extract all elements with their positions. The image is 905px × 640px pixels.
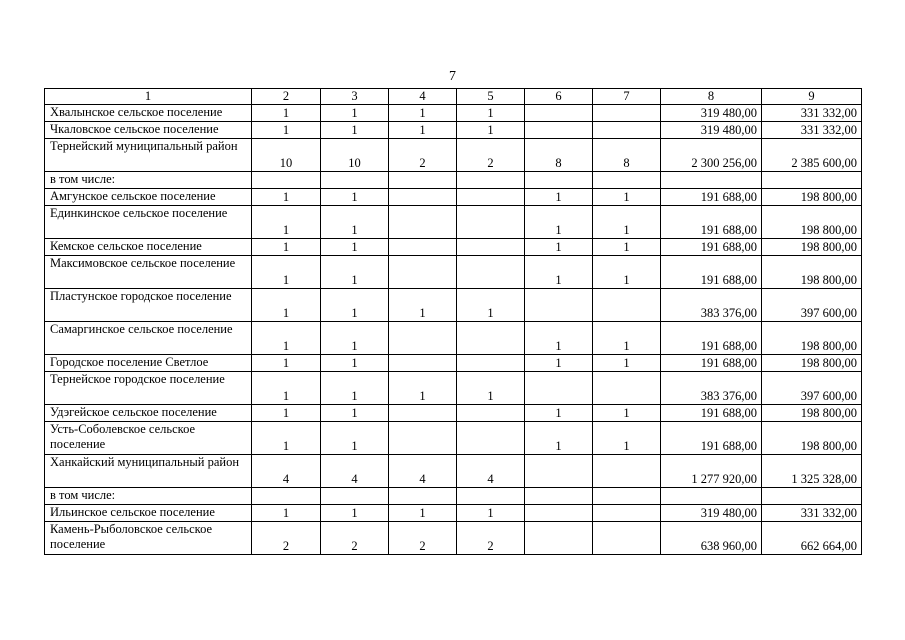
amount-cell: 191 688,00 [661, 322, 762, 355]
page-number: 7 [449, 69, 456, 84]
row-name-cell: Ханкайский муниципальный район [45, 455, 252, 488]
count-cell: 1 [252, 422, 321, 455]
count-cell: 1 [389, 105, 457, 122]
column-header: 1 [45, 89, 252, 105]
count-cell: 1 [525, 256, 593, 289]
count-cell [525, 122, 593, 139]
amount-cell: 198 800,00 [762, 256, 862, 289]
count-cell [593, 522, 661, 555]
count-cell: 1 [457, 505, 525, 522]
count-cell: 1 [252, 355, 321, 372]
row-name-cell: Удэгейское сельское поселение [45, 405, 252, 422]
count-cell [525, 488, 593, 505]
count-cell: 1 [525, 206, 593, 239]
count-cell [389, 189, 457, 206]
count-cell: 8 [525, 139, 593, 172]
count-cell: 1 [321, 422, 389, 455]
amount-cell: 198 800,00 [762, 355, 862, 372]
row-name-cell: Максимовское сельское поселение [45, 256, 252, 289]
table-row [45, 289, 862, 322]
count-cell: 1 [525, 189, 593, 206]
count-cell [457, 405, 525, 422]
count-cell [525, 105, 593, 122]
count-cell [457, 239, 525, 256]
header-row [45, 89, 862, 105]
count-cell [593, 488, 661, 505]
amount-cell: 2 300 256,00 [661, 139, 762, 172]
count-cell: 1 [593, 239, 661, 256]
amount-cell: 191 688,00 [661, 405, 762, 422]
count-cell [252, 488, 321, 505]
count-cell: 1 [252, 322, 321, 355]
count-cell: 1 [593, 355, 661, 372]
count-cell: 2 [457, 139, 525, 172]
count-cell: 1 [389, 289, 457, 322]
count-cell: 1 [252, 289, 321, 322]
amount-cell [762, 488, 862, 505]
amount-cell: 198 800,00 [762, 322, 862, 355]
row-name-cell: Самаргинское сельское поселение [45, 322, 252, 355]
count-cell: 2 [252, 522, 321, 555]
count-cell: 2 [321, 522, 389, 555]
amount-cell [661, 172, 762, 189]
table-row [45, 172, 862, 189]
column-header: 8 [661, 89, 762, 105]
amount-cell: 191 688,00 [661, 239, 762, 256]
count-cell [525, 522, 593, 555]
count-cell [389, 172, 457, 189]
amount-cell: 331 332,00 [762, 105, 862, 122]
count-cell [593, 455, 661, 488]
table-row [45, 122, 862, 139]
amount-cell: 397 600,00 [762, 289, 862, 322]
table-row [45, 239, 862, 256]
count-cell [389, 422, 457, 455]
count-cell: 1 [321, 122, 389, 139]
amount-cell: 2 385 600,00 [762, 139, 862, 172]
count-cell: 2 [389, 139, 457, 172]
count-cell [593, 172, 661, 189]
row-name-cell: Единкинское сельское поселение [45, 206, 252, 239]
count-cell [525, 505, 593, 522]
row-name-cell: в том числе: [45, 488, 252, 505]
count-cell [457, 172, 525, 189]
row-name-cell: Тернейский муниципальный район [45, 139, 252, 172]
table-row [45, 372, 862, 405]
amount-cell: 191 688,00 [661, 189, 762, 206]
amount-cell: 198 800,00 [762, 422, 862, 455]
count-cell: 1 [525, 355, 593, 372]
row-name-cell: Чкаловское сельское поселение [45, 122, 252, 139]
count-cell [457, 322, 525, 355]
count-cell: 1 [321, 372, 389, 405]
count-cell [321, 488, 389, 505]
count-cell [593, 372, 661, 405]
table-row [45, 505, 862, 522]
count-cell: 1 [593, 206, 661, 239]
amount-cell: 383 376,00 [661, 289, 762, 322]
amount-cell: 383 376,00 [661, 372, 762, 405]
column-header: 9 [762, 89, 862, 105]
count-cell: 1 [321, 505, 389, 522]
amount-cell: 319 480,00 [661, 105, 762, 122]
count-cell: 1 [321, 189, 389, 206]
count-cell: 1 [457, 105, 525, 122]
amount-cell: 191 688,00 [661, 422, 762, 455]
amount-cell: 198 800,00 [762, 405, 862, 422]
column-header: 5 [457, 89, 525, 105]
count-cell: 10 [252, 139, 321, 172]
row-name-cell: Кемское сельское поселение [45, 239, 252, 256]
row-name-cell: Амгунское сельское поселение [45, 189, 252, 206]
count-cell: 1 [457, 289, 525, 322]
count-cell [321, 172, 389, 189]
count-cell: 1 [389, 122, 457, 139]
count-cell [252, 172, 321, 189]
table-row [45, 256, 862, 289]
table-row [45, 206, 862, 239]
count-cell: 1 [321, 239, 389, 256]
amount-cell: 1 325 328,00 [762, 455, 862, 488]
count-cell: 1 [593, 322, 661, 355]
count-cell: 1 [525, 322, 593, 355]
amount-cell: 191 688,00 [661, 355, 762, 372]
amount-cell: 319 480,00 [661, 122, 762, 139]
count-cell: 1 [321, 256, 389, 289]
count-cell: 1 [252, 405, 321, 422]
count-cell: 1 [252, 122, 321, 139]
count-cell: 1 [457, 372, 525, 405]
count-cell: 1 [252, 256, 321, 289]
count-cell [525, 372, 593, 405]
table-row [45, 422, 862, 455]
count-cell: 1 [252, 189, 321, 206]
column-header: 6 [525, 89, 593, 105]
amount-cell: 191 688,00 [661, 256, 762, 289]
row-name-cell: Хвалынское сельское поселение [45, 105, 252, 122]
table-row [45, 355, 862, 372]
count-cell [457, 256, 525, 289]
count-cell: 1 [389, 505, 457, 522]
count-cell [389, 355, 457, 372]
count-cell [457, 488, 525, 505]
table-row [45, 455, 862, 488]
row-name-cell: Ильинское сельское поселение [45, 505, 252, 522]
amount-cell: 1 277 920,00 [661, 455, 762, 488]
count-cell [389, 239, 457, 256]
table-row [45, 405, 862, 422]
amount-cell: 191 688,00 [661, 206, 762, 239]
column-header: 3 [321, 89, 389, 105]
table-row [45, 139, 862, 172]
count-cell: 1 [525, 422, 593, 455]
count-cell: 4 [321, 455, 389, 488]
column-header: 2 [252, 89, 321, 105]
count-cell [389, 206, 457, 239]
count-cell [389, 256, 457, 289]
amount-cell [762, 172, 862, 189]
amount-cell: 638 960,00 [661, 522, 762, 555]
count-cell [457, 355, 525, 372]
count-cell: 1 [593, 189, 661, 206]
column-header: 4 [389, 89, 457, 105]
row-name-cell: Усть-Соболевское сельское поселение [45, 422, 252, 455]
count-cell: 1 [525, 239, 593, 256]
count-cell: 1 [321, 206, 389, 239]
count-cell: 1 [525, 405, 593, 422]
amount-cell: 662 664,00 [762, 522, 862, 555]
count-cell: 1 [252, 105, 321, 122]
table-body [45, 89, 862, 555]
count-cell [593, 105, 661, 122]
table-row [45, 522, 862, 555]
count-cell: 4 [389, 455, 457, 488]
amount-cell: 198 800,00 [762, 239, 862, 256]
count-cell: 1 [389, 372, 457, 405]
count-cell: 1 [593, 405, 661, 422]
count-cell: 2 [389, 522, 457, 555]
count-cell: 1 [252, 372, 321, 405]
count-cell [593, 122, 661, 139]
count-cell: 1 [252, 239, 321, 256]
amount-cell: 397 600,00 [762, 372, 862, 405]
table-row [45, 105, 862, 122]
amount-cell [661, 488, 762, 505]
count-cell: 1 [321, 322, 389, 355]
count-cell: 1 [321, 105, 389, 122]
row-name-cell: Пластунское городское поселение [45, 289, 252, 322]
row-name-cell: Камень-Рыболовское сельское поселение [45, 522, 252, 555]
count-cell [457, 422, 525, 455]
allocation-table [44, 88, 862, 555]
row-name-cell: Городское поселение Светлое [45, 355, 252, 372]
count-cell: 1 [321, 405, 389, 422]
amount-cell: 331 332,00 [762, 505, 862, 522]
count-cell [457, 206, 525, 239]
amount-cell: 198 800,00 [762, 189, 862, 206]
table-row [45, 488, 862, 505]
count-cell [389, 488, 457, 505]
row-name-cell: в том числе: [45, 172, 252, 189]
count-cell [525, 289, 593, 322]
count-cell [389, 322, 457, 355]
count-cell: 1 [321, 355, 389, 372]
count-cell: 1 [593, 256, 661, 289]
count-cell [525, 172, 593, 189]
count-cell: 1 [593, 422, 661, 455]
amount-cell: 198 800,00 [762, 206, 862, 239]
count-cell: 10 [321, 139, 389, 172]
table-row [45, 322, 862, 355]
count-cell: 1 [252, 505, 321, 522]
amount-cell: 331 332,00 [762, 122, 862, 139]
count-cell [389, 405, 457, 422]
amount-cell: 319 480,00 [661, 505, 762, 522]
count-cell: 1 [457, 122, 525, 139]
count-cell: 2 [457, 522, 525, 555]
count-cell [457, 189, 525, 206]
count-cell [593, 289, 661, 322]
count-cell: 1 [321, 289, 389, 322]
count-cell: 1 [252, 206, 321, 239]
count-cell [525, 455, 593, 488]
column-header: 7 [593, 89, 661, 105]
count-cell: 8 [593, 139, 661, 172]
count-cell: 4 [457, 455, 525, 488]
count-cell: 4 [252, 455, 321, 488]
row-name-cell: Тернейское городское поселение [45, 372, 252, 405]
table-row [45, 189, 862, 206]
count-cell [593, 505, 661, 522]
